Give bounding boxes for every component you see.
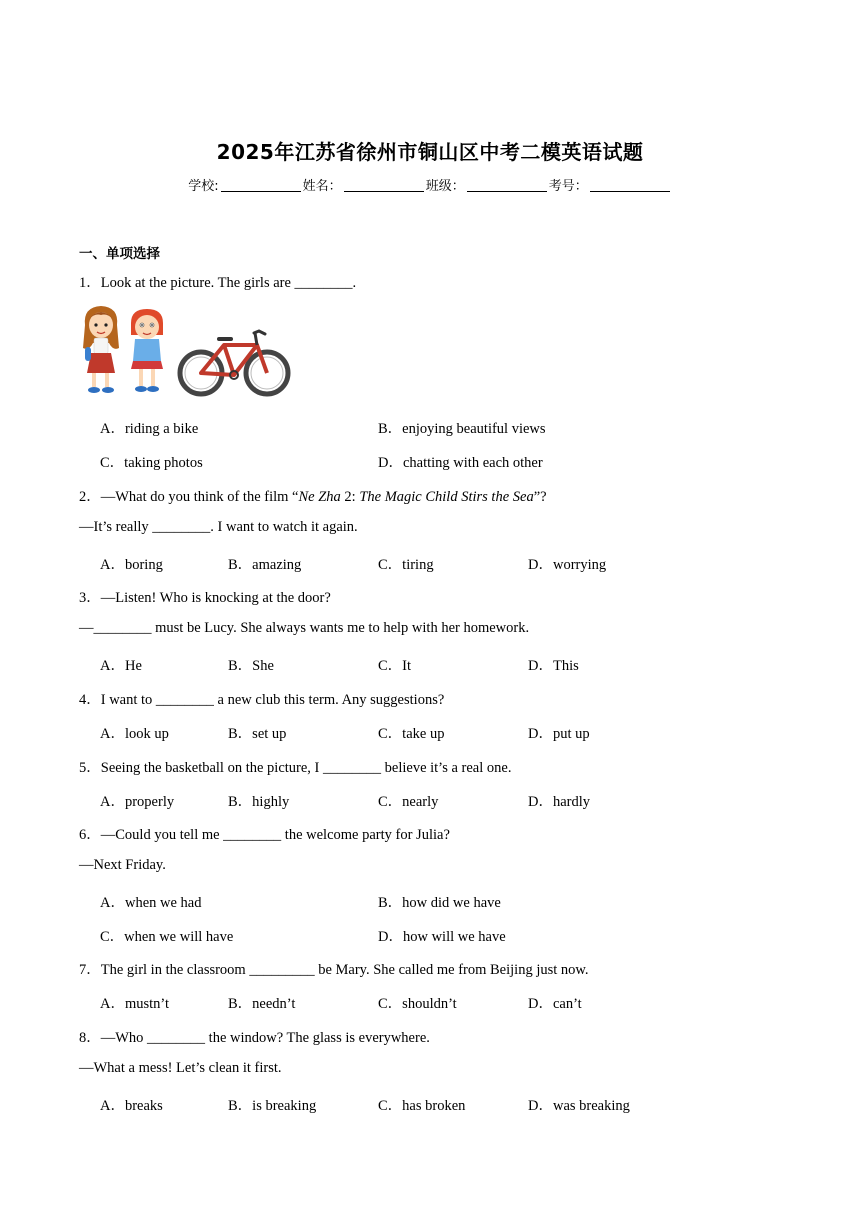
q3-option-a[interactable]: A．He (100, 658, 142, 674)
q5-option-c[interactable]: C．nearly (378, 794, 439, 810)
question-8-answer: —What a mess! Let’s clean it first. (79, 1060, 282, 1076)
q1-option-c[interactable]: C．taking photos (100, 455, 203, 471)
q1-option-d[interactable]: D．chatting with each other (378, 455, 543, 471)
q2-option-b[interactable]: B．amazing (228, 557, 302, 573)
q7-option-b[interactable]: B．needn’t (228, 996, 296, 1012)
question-3-stem: 3．—Listen! Who is knocking at the door? (79, 590, 331, 606)
girl-two-icon (131, 309, 163, 392)
q7-option-a[interactable]: A．mustn’t (100, 996, 170, 1012)
exam-no-label: 考号： (548, 179, 588, 194)
school-label: 学校: (188, 179, 219, 194)
q2-film-title-b: The Magic Child Stirs the Sea (359, 489, 534, 505)
q6-option-a[interactable]: A．when we had (100, 895, 202, 911)
question-3-answer: —________ must be Lucy. She always wants me to help with her homework. (79, 620, 530, 636)
question-2-answer: —It’s really ________. I want to watch it again. (79, 519, 358, 535)
q6-option-b[interactable]: B．how did we have (378, 895, 501, 911)
section-heading: 一、单项选择 (79, 246, 160, 262)
q8-option-b[interactable]: B．is breaking (228, 1098, 317, 1114)
class-blank[interactable] (467, 178, 547, 192)
q7-option-c[interactable]: C．shouldn’t (378, 996, 457, 1012)
question-7-stem: 7．The girl in the classroom _________ be Mary. She called me from Beijing just now. (79, 962, 589, 978)
name-label: 姓名： (302, 179, 342, 194)
q3-option-b[interactable]: B．She (228, 658, 274, 674)
q1-option-a[interactable]: A．riding a bike (100, 421, 199, 437)
q6-option-c[interactable]: C．when we will have (100, 929, 234, 945)
question-6-answer: —Next Friday. (79, 857, 166, 873)
q4-option-d[interactable]: D．put up (528, 726, 590, 742)
question-2-stem (79, 485, 547, 506)
q4-option-b[interactable]: B．set up (228, 726, 287, 742)
question-8-stem: 8．—Who ________ the window? The glass is everywhere. (79, 1030, 430, 1046)
exam-no-blank[interactable] (590, 178, 670, 192)
q5-option-d[interactable]: D．hardly (528, 794, 591, 810)
q8-option-d[interactable]: D．was breaking (528, 1098, 630, 1114)
student-info-line (0, 175, 860, 194)
q8-option-a[interactable]: A．breaks (100, 1098, 163, 1114)
class-label: 班级： (425, 179, 465, 194)
q4-option-a[interactable]: A．look up (100, 726, 169, 742)
q3-option-c[interactable]: C．It (378, 658, 412, 674)
q7-option-d[interactable]: D．can’t (528, 996, 582, 1012)
page-title: 2025年江苏省徐州市铜山区中考二模英语试题 (216, 140, 644, 164)
q2-option-c[interactable]: C．tiring (378, 557, 434, 573)
name-blank[interactable] (344, 178, 424, 192)
q2-stem-suffix: ”? (533, 489, 547, 505)
q2-film-mid: 2: (340, 489, 360, 505)
bicycle-icon (180, 331, 288, 394)
q2-film-title-a: Ne Zha (298, 489, 341, 505)
q8-option-c[interactable]: C．has broken (378, 1098, 466, 1114)
q2-option-d[interactable]: D．worrying (528, 557, 607, 573)
q5-option-a[interactable]: A．properly (100, 794, 175, 810)
q2-stem-prefix: 2．—What do you think of the film “ (79, 489, 299, 505)
q6-option-d[interactable]: D．how will we have (378, 929, 506, 945)
school-blank[interactable] (221, 178, 301, 192)
girl-one-icon (83, 306, 119, 393)
question-1-stem: 1．Look at the picture. The girls are ________. (79, 275, 357, 291)
girls-and-bike-picture (79, 303, 294, 398)
question-5-stem: 5．Seeing the basketball on the picture, I ________ believe it’s a real one. (79, 760, 512, 776)
q1-option-b[interactable]: B．enjoying beautiful views (378, 421, 546, 437)
question-4-stem: 4．I want to ________ a new club this term. Any suggestions? (79, 692, 445, 708)
q2-option-a[interactable]: A．boring (100, 557, 163, 573)
question-6-stem: 6．—Could you tell me ________ the welcome party for Julia? (79, 827, 450, 843)
q4-option-c[interactable]: C．take up (378, 726, 445, 742)
q3-option-d[interactable]: D．This (528, 658, 579, 674)
q5-option-b[interactable]: B．highly (228, 794, 290, 810)
